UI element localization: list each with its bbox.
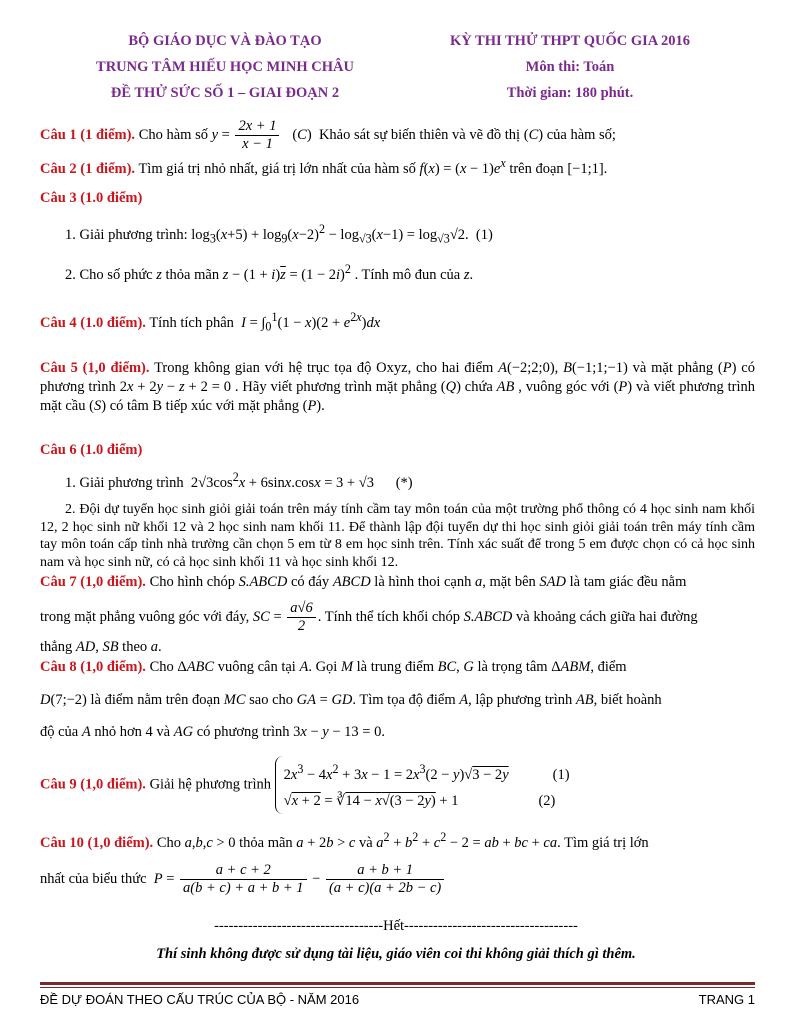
formula: $\frac{a + b + 1}{(a + c)(a + 2b - c)}$ [326,862,444,897]
question-label: Câu 6 (1.0 điểm) [40,442,143,458]
question-text: Cho hàm số [138,126,208,143]
formula: $\frac{a + c + 2}{a(b + c) + a + b + 1}$ [180,862,306,897]
question-10-line-2: nhất của biểu thức P = $\frac{a + c + 2}{a(b + c) + a + b + 1}$ − $\frac{a + b + 1}{(a + c)(a + 2b - c)}$ [40,862,446,897]
center-name: TRUNG TÂM HIẾU HỌC MINH CHÂU [96,59,354,75]
question-label: Câu 9 (1,0 điểm). [40,776,146,793]
question-6-item-2: 2. Đội dự tuyển học sinh giỏi giải toán trên máy tính cầm tay môn toán của một trường phổ thông có 4 học sinh nam khối 12, 2 học sinh nữ khối 12 và 2 học sinh nam khối 11. Để thành lập đội tuyển dự thi học sinh giỏi giải toán trên máy tính cầm tay môn toán cấp tỉnh nhà trường cần chọn 5 em từ 8 em học sinh trên. Tính xác suất để trong 5 em được chọn có cả học sinh nam và học sinh nữ, có cả học sinh khối 11 và học sinh khối 12. [40,502,755,570]
question-text: Cho [156,834,181,851]
duration: Thời gian: 180 phút. [506,85,634,101]
header-right [400,28,740,106]
question-6-label [40,442,142,459]
question-1: Câu 1 (1 điểm). Cho hàm số y = $\frac{2x + 1}{x - 1}$ (C) Khảo sát sự biến thiên và vẽ đồ thị (C) của hàm số; [40,118,616,152]
question-text: là điểm nằm trên đoạn [90,692,221,708]
question-text: Tính tích phân [149,314,234,331]
question-8-line-3: độ của A nhỏ hơn 4 và AG có phương trình 3x − y − 13 = 0. [40,724,385,740]
formula: $\frac{a√6}{2}$ [287,600,315,635]
question-text: thỏa mãn [239,834,293,851]
question-text: . Gọi [308,659,338,675]
footer-rule-thin [40,987,755,988]
question-10-line-1: Câu 10 (1,0 điểm). Cho a,b,c > 0 thỏa mãn a + 2b > c và $a^2 + b^2 + c^2 - 2$ = ab + bc + ca. Tìm giá trị lớn [40,830,649,851]
end-marker: -----------------------------------Hết------------------------------------ [214,918,578,934]
question-label: Câu 10 (1,0 điểm). [40,834,154,851]
question-text: Cho hình chóp [149,574,235,590]
footer-left: ĐỀ DỰ ĐOÁN THEO CẤU TRÚC CỦA BỘ - NĂM 2016 [40,992,360,1007]
question-text: độ của [40,724,79,740]
question-7-line-1: Câu 7 (1,0 điểm). Cho hình chóp S.ABCD có đáy ABCD là hình thoi cạnh a, mặt bên SAD là tam giác đều nằm [40,574,687,590]
question-text: . Tính thể tích khối chóp [317,608,461,625]
question-label: Câu 3 (1.0 điểm) [40,190,143,206]
question-text: 1. Giải phương trình [65,474,184,491]
question-text: , lập phương trình [468,692,573,708]
equation-system: $2x^3 - 4x^2 + 3x - 1 = 2x^3(2 - y)√3 - 2y$ (1) √x + 2 = ∛14 − x√(3 − 2y) + 1 (2) [275,756,570,814]
subject: Môn thi: Toán [525,59,615,75]
page-number: TRANG 1 [698,992,755,1007]
question-6-item-1: 1. Giải phương trình $2√3\cos^2x + 6\sin x.\cos x = 3 + √3$ (*) [65,470,413,491]
question-text: là trọng tâm [477,659,548,675]
question-text: viết phương trình mặt cầu [40,379,755,414]
question-label: Câu 5 (1,0 điểm). [40,360,150,376]
question-text: . Hãy viết phương trình mặt phẳng [234,379,437,395]
question-label: Câu 2 (1 điểm). [40,160,136,177]
question-text: Cho [149,659,174,675]
question-text: . Tính mô đun của [354,266,461,283]
question-text: , biết hoành [593,692,662,708]
question-text: Khảo sát sự biến thiên và vẽ đồ thị [318,126,521,143]
formula: $\frac{2x + 1}{x - 1}$ [235,118,279,153]
question-3-label [40,190,142,207]
question-text: . Tìm tọa độ điểm [352,692,456,708]
question-label: Câu 4 (1.0 điểm). [40,314,146,331]
question-text: có phương trình [40,360,755,395]
question-text: Trong không gian với hệ trục tọa độ Oxyz, cho hai điểm [154,360,494,376]
question-text: Giải hệ phương trình [149,776,271,793]
question-text: 2. Cho số phức [65,266,153,283]
question-5: Câu 5 (1,0 điểm). Trong không gian với hệ trục tọa độ Oxyz, cho hai điểm A(−2;2;0), B(−1;1;−1) và mặt phẳng (P) có phương trình 2x + 2y − z + 2 = 0 . Hãy viết phương trình mặt phẳng (Q) chứa AB , vuông góc với (P) và viết phương trình mặt cầu (S) có tâm B tiếp xúc với mặt phẳng (P). [40,360,755,414]
question-3-item-2: 2. Cho số phức z thỏa mãn $z - (1 + i)\overline{z} = (1 - 2i)^2$ . Tính mô đun của z. [65,262,474,283]
question-9 [40,756,570,814]
question-8-line-1: Câu 8 (1,0 điểm). Cho ΔABC vuông cân tại A. Gọi M là trung điểm BC, G là trọng tâm ΔABM, điểm [40,659,627,675]
question-text: theo [122,639,148,655]
question-text: , mặt bên [482,574,536,590]
question-text: là tam giác đều nằm [569,574,687,590]
question-text: và [358,834,373,851]
question-text: có tâm B tiếp xúc với mặt phẳng [109,398,299,414]
exam-title: KỲ THI THỬ THPT QUỐC GIA 2016 [449,33,691,49]
question-text: Tìm giá trị nhỏ nhất, giá trị lớn nhất của hàm số [138,160,416,177]
question-text: của hàm số; [546,126,616,143]
question-8-line-2: D(7;−2) là điểm nằm trên đoạn MC sao cho GA = GD. Tìm tọa độ điểm A, lập phương trình AB, biết hoành [40,692,662,708]
question-2: Câu 2 (1 điểm). Tìm giá trị nhỏ nhất, giá trị lớn nhất của hàm số $f(x) = (x - 1)e^x$ trên đoạn [−1;1]. [40,156,608,177]
question-text: là trung điểm [356,659,434,675]
question-label: Câu 8 (1,0 điểm). [40,659,146,675]
question-text: là hình thoi cạnh [374,574,472,590]
question-text: sao cho [249,692,294,708]
question-text: nhất của biểu thức [40,870,147,887]
exam-note: Thí sinh không được sử dụng tài liệu, giáo viên coi thi không giải thích gì thêm. [156,946,636,962]
question-7-line-2: trong mặt phẳng vuông góc với đáy, SC = $\frac{a√6}{2}$ . Tính thể tích khối chóp S.ABCD và khoảng cách giữa hai đường [40,600,698,634]
question-text: nhỏ hơn 4 và [94,724,171,740]
question-text: , vuông góc với [518,379,610,395]
question-text: và mặt phẳng [632,360,714,376]
question-3-item-1: 1. Giải phương trình: $\log_3(x+5) + \log_9(x-2)^2 - \log_{√3}(x-1) = \log_{√3}√2$. (1) [65,222,493,246]
footer-rule [40,982,755,985]
question-text: chứa [464,379,493,395]
question-text: thỏa mãn [165,266,220,283]
question-text: và [635,379,650,395]
question-text: trên đoạn [509,160,564,177]
question-label: Câu 1 (1 điểm). [40,126,136,143]
header-left [40,28,410,106]
question-text: 1. Giải phương trình: [65,226,188,243]
question-text: trong mặt phẳng vuông góc với đáy, [40,608,250,625]
question-text: , điểm [590,659,627,675]
question-4: Câu 4 (1.0 điểm). Tính tích phân $I = \int_0^1(1 - x)(2 + e^{2x})dx$ [40,310,381,334]
question-7-line-3: thẳng AD, SB theo a. [40,639,162,655]
question-text: có đáy [290,574,330,590]
ministry-name: BỘ GIÁO DỤC VÀ ĐÀO TẠO [128,33,322,49]
question-text: thẳng [40,639,73,655]
question-text: vuông cân tại [217,659,296,675]
exam-code: ĐỀ THỬ SỨC SỐ 1 – GIAI ĐOẠN 2 [110,85,340,101]
question-text: và khoảng cách giữa hai đường [516,608,698,625]
question-label: Câu 7 (1,0 điểm). [40,574,146,590]
question-text: . Tìm giá trị lớn [557,834,649,851]
question-text: có phương trình [196,724,290,740]
